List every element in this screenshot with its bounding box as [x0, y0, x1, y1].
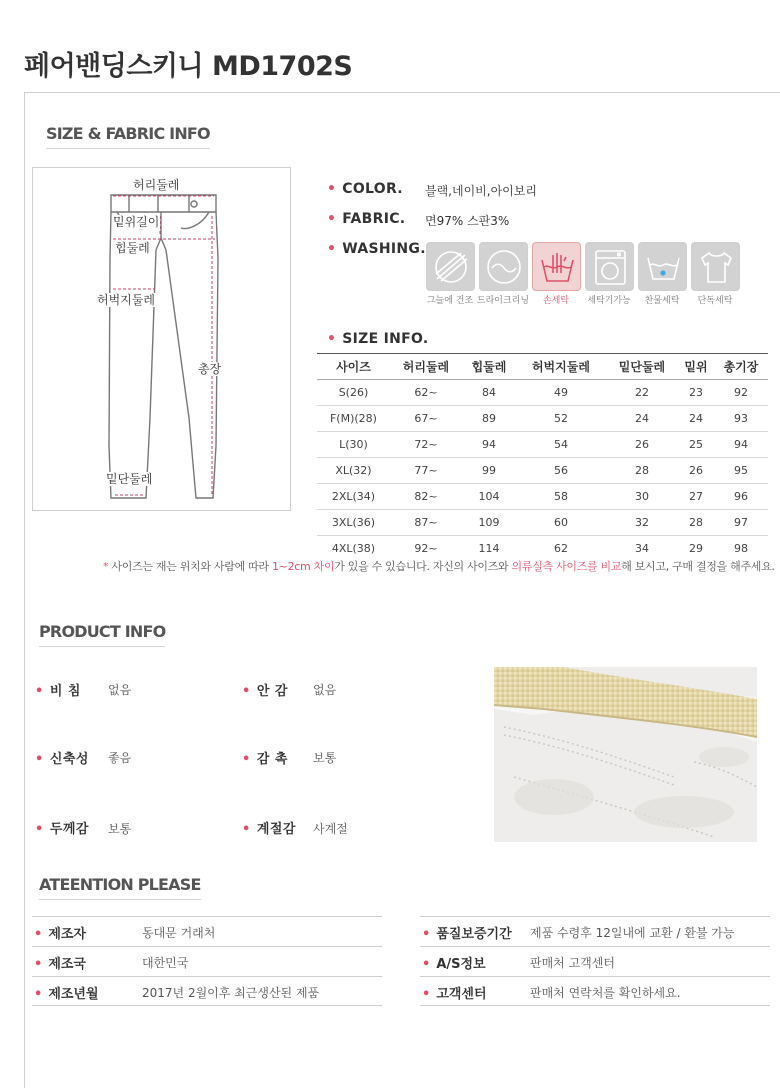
- table-cell: 27: [678, 484, 714, 510]
- attention-value: 동대문 거래처: [142, 926, 216, 940]
- table-cell: 22: [606, 380, 678, 406]
- product-info-label: • 비 침: [35, 684, 81, 699]
- color-label-text: COLOR.: [342, 181, 403, 197]
- attention-divider: [420, 946, 770, 947]
- table-row: [317, 484, 768, 510]
- wash-label-cold: 찬물세탁: [644, 296, 680, 306]
- pants-diagram: [32, 167, 291, 511]
- product-info-heading-text: PRODUCT INFO: [39, 622, 166, 641]
- header-hip: 힙둘레: [462, 354, 516, 380]
- table-cell: 4XL(38): [331, 542, 376, 556]
- product-info-value: 좋음: [108, 751, 132, 765]
- product-info-label-text: 비 침: [49, 684, 81, 699]
- table-cell: 2XL(34): [317, 484, 390, 510]
- pants-label-length: 총장: [198, 362, 222, 376]
- table-cell: 77~: [390, 458, 462, 484]
- attention-label: • A/S정보: [422, 957, 486, 972]
- attention-divider: [32, 946, 382, 947]
- product-info-value: 사계절: [313, 822, 348, 836]
- attention-value: 2017년 2월이후 최근생산된 제품: [142, 986, 320, 1000]
- fabric-value: 면97% 스판3%: [425, 214, 510, 228]
- attention-heading: [39, 875, 201, 894]
- attention-divider: [32, 976, 382, 977]
- fabric-closeup-image: [494, 667, 757, 842]
- hand-wash-icon: [532, 242, 581, 291]
- note-text-2: 가 있을 수 있습니다. 자신의 사이즈와: [334, 560, 512, 573]
- size-note: [103, 558, 775, 574]
- washing-label-text: WASHING.: [342, 241, 426, 257]
- attention-label-text: 고객센터: [436, 987, 487, 1002]
- attention-value: 판매처 고객센터: [530, 956, 615, 970]
- table-cell: 89: [462, 406, 516, 432]
- table-cell: 98: [733, 542, 748, 556]
- table-cell: 54: [516, 432, 606, 458]
- note-highlight-1: 1~2cm 차이: [271, 560, 335, 573]
- product-info-value: 없음: [313, 683, 337, 697]
- pants-label-thigh: 허벅지둘레: [97, 293, 155, 307]
- product-info-label: • 계절감: [242, 822, 296, 837]
- header-size: 사이즈: [317, 354, 390, 380]
- note-star: *: [103, 560, 109, 573]
- table-cell: 92: [714, 380, 768, 406]
- table-cell: 82~: [390, 484, 462, 510]
- product-info-label: • 감 촉: [242, 752, 288, 767]
- note-text-1: 사이즈는 재는 위치와 사람에 따라: [108, 560, 272, 573]
- product-info-label: • 안 감: [242, 684, 288, 699]
- pants-label-hip: 힙둘레: [115, 241, 150, 255]
- header-hem: 밑단둘레: [606, 354, 678, 380]
- product-info-value: 보통: [108, 822, 132, 836]
- product-info-label-text: 안 감: [256, 684, 288, 699]
- product-info-label: • 두께감: [35, 822, 89, 837]
- table-cell: XL(32): [317, 458, 390, 484]
- heading-underline: [46, 148, 210, 149]
- table-cell: 93: [714, 406, 768, 432]
- shade-dry-icon: [426, 242, 475, 291]
- wash-label-hand-wash: 손세탁: [542, 296, 570, 306]
- table-row: [317, 380, 768, 406]
- table-cell: 24: [606, 406, 678, 432]
- table-cell: 29: [688, 542, 703, 556]
- header-thigh: 허벅지둘레: [516, 354, 606, 380]
- table-cell: 92~: [414, 542, 438, 556]
- table-cell: 28: [606, 458, 678, 484]
- product-info-label-text: 계절감: [256, 822, 296, 837]
- fabric-label: • FABRIC.: [327, 211, 406, 227]
- product-info-value: 보통: [313, 751, 337, 765]
- product-info-value: 없음: [108, 683, 132, 697]
- size-fabric-heading-text: SIZE & FABRIC INFO: [46, 124, 210, 143]
- note-text-3: 해 보시고, 구매 결정을 해주세요.: [621, 560, 775, 573]
- product-info-heading: [39, 622, 165, 641]
- table-cell: 26: [606, 432, 678, 458]
- table-cell: 94: [462, 432, 516, 458]
- table-cell: 94: [714, 432, 768, 458]
- table-cell: 52: [516, 406, 606, 432]
- separate-wash-icon: [691, 242, 740, 291]
- product-info-label: • 신축성: [35, 752, 89, 767]
- table-cell: 72~: [390, 432, 462, 458]
- color-label: • COLOR.: [327, 181, 403, 197]
- dry-clean-icon: [479, 242, 528, 291]
- table-cell: 58: [516, 484, 606, 510]
- table-cell: 49: [516, 380, 606, 406]
- header-rise: 밑위: [678, 354, 714, 380]
- attention-label: • 제조자: [34, 927, 86, 942]
- attention-label: • 품질보증기간: [422, 927, 512, 942]
- attention-label: • 제조국: [34, 957, 86, 972]
- table-cell: 62~: [390, 380, 462, 406]
- table-cell: 97: [714, 510, 768, 536]
- size-info-label: • SIZE INFO.: [327, 331, 429, 347]
- product-info-label-text: 감 촉: [256, 752, 288, 767]
- pants-label-rise: 밑위길이: [113, 215, 160, 229]
- table-cell: 24: [678, 406, 714, 432]
- table-cell: 67~: [390, 406, 462, 432]
- pants-label-waist: 허리둘레: [133, 178, 180, 192]
- attention-value: 판매처 연락처를 확인하세요.: [530, 986, 681, 1000]
- table-cell: 114: [478, 542, 500, 556]
- attention-value: 대한민국: [142, 956, 189, 970]
- table-cell: S(26): [317, 380, 390, 406]
- wash-label-dry-clean: 드라이크리닝: [476, 296, 530, 306]
- washing-machine-icon: [585, 242, 634, 291]
- table-cell: 87~: [390, 510, 462, 536]
- header-length: 총기장: [714, 354, 768, 380]
- table-row: [317, 432, 768, 458]
- note-highlight-2: 의류실측 사이즈를 비교: [511, 560, 622, 573]
- table-cell: 25: [678, 432, 714, 458]
- attention-label-text: 제조년월: [48, 987, 99, 1002]
- attention-divider: [420, 916, 770, 917]
- attention-label-text: 품질보증기간: [436, 927, 512, 942]
- wash-label-shade-dry: 그늘에 건조: [426, 296, 474, 306]
- table-cell: 104: [462, 484, 516, 510]
- attention-divider: [420, 976, 770, 977]
- table-cell: 3XL(36): [317, 510, 390, 536]
- page-title: 페어밴딩스키니 MD1702S: [24, 51, 353, 82]
- table-row: [317, 458, 768, 484]
- pants-label-hem: 밑단둘레: [106, 472, 153, 486]
- pants-drawing: [33, 168, 292, 512]
- table-cell: 62: [553, 542, 568, 556]
- wash-label-separate: 단독세탁: [697, 296, 733, 306]
- table-cell: 26: [678, 458, 714, 484]
- table-cell: F(M)(28): [317, 406, 390, 432]
- washing-label: • WASHING.: [327, 241, 426, 257]
- table-cell: 32: [606, 510, 678, 536]
- size-fabric-heading: [46, 124, 210, 143]
- size-table: [317, 353, 768, 562]
- table-row: [317, 406, 768, 432]
- frame-divider-top: [24, 92, 780, 93]
- attention-label-text: 제조자: [48, 927, 86, 942]
- size-info-label-text: SIZE INFO.: [342, 331, 429, 347]
- frame-divider-left: [24, 92, 25, 1088]
- table-cell: 34: [634, 542, 649, 556]
- table-cell: 95: [714, 458, 768, 484]
- product-info-label-text: 두께감: [49, 822, 89, 837]
- attention-label-text: A/S정보: [436, 957, 486, 972]
- attention-label: • 제조년월: [34, 987, 99, 1002]
- product-info-label-text: 신축성: [49, 752, 89, 767]
- fabric-label-text: FABRIC.: [342, 211, 406, 227]
- table-cell: 28: [678, 510, 714, 536]
- attention-label-text: 제조국: [48, 957, 86, 972]
- table-row: [317, 510, 768, 536]
- header-waist: 허리둘레: [390, 354, 462, 380]
- table-cell: 84: [462, 380, 516, 406]
- attention-divider: [32, 916, 382, 917]
- table-cell: 109: [462, 510, 516, 536]
- table-cell: 96: [714, 484, 768, 510]
- attention-divider: [32, 1005, 382, 1006]
- attention-value: 제품 수령후 12일내에 교환 / 환불 가능: [530, 926, 735, 940]
- size-table-header: [317, 354, 768, 380]
- table-cell: 60: [516, 510, 606, 536]
- cold-wash-icon: [638, 242, 687, 291]
- color-value: 블랙,네이비,아이보리: [425, 184, 537, 198]
- attention-divider: [420, 1005, 770, 1006]
- attention-label: • 고객센터: [422, 987, 487, 1002]
- table-cell: 30: [606, 484, 678, 510]
- table-cell: L(30): [317, 432, 390, 458]
- wash-label-machine: 세탁기가능: [587, 296, 631, 306]
- table-cell: 56: [516, 458, 606, 484]
- heading-underline: [39, 899, 201, 900]
- table-cell: 23: [678, 380, 714, 406]
- attention-heading-text: ATEENTION PLEASE: [39, 875, 201, 894]
- heading-underline: [39, 646, 165, 647]
- table-cell: 99: [462, 458, 516, 484]
